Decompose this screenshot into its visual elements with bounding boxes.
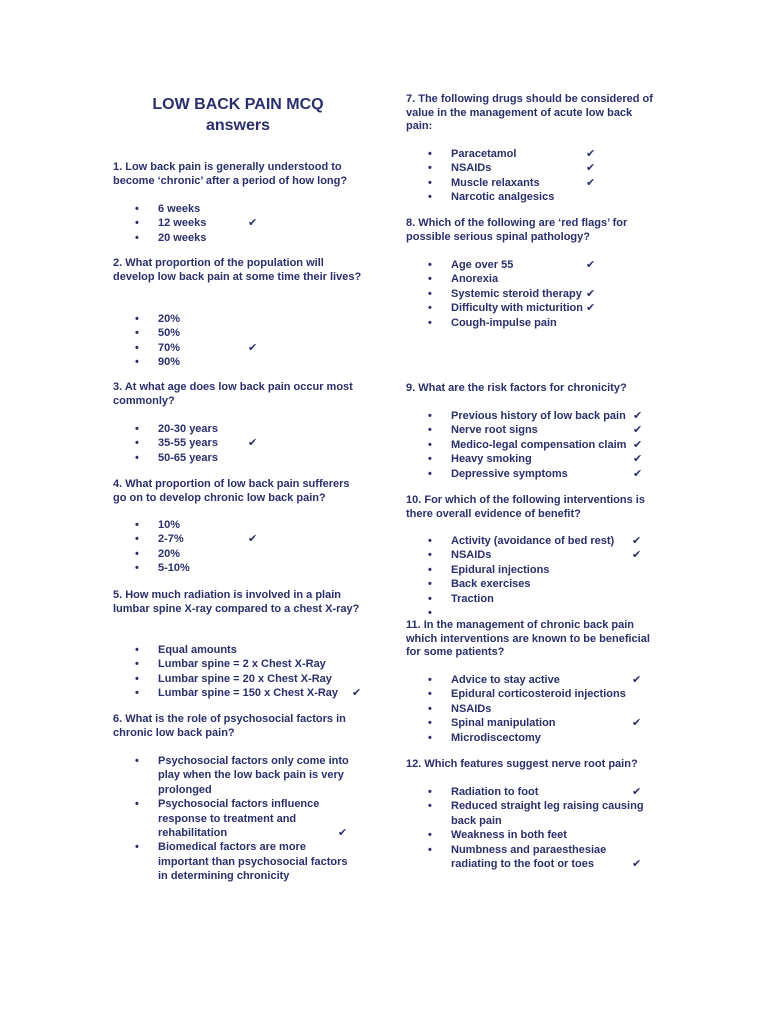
checkmark-icon	[632, 673, 641, 687]
options-list	[406, 534, 668, 620]
option-item	[113, 797, 373, 840]
question-left-1: 1. Low back pain is generally understood to become ‘chronic’ after a period of how long?	[113, 161, 348, 187]
checkmark-icon	[586, 301, 595, 315]
question-left-6: 6. What is the role of psychosocial factors in chronic low back pain?	[113, 713, 346, 739]
option-item	[113, 312, 373, 326]
option-item	[406, 423, 668, 437]
option-item	[406, 452, 668, 466]
option-item	[113, 216, 373, 230]
checkmark-icon	[632, 716, 641, 730]
checkmark-icon	[248, 532, 257, 546]
option-item	[406, 731, 668, 745]
checkmark-icon	[586, 287, 595, 301]
page-title	[113, 94, 363, 136]
option-item	[406, 190, 668, 204]
option-label: Difficulty with micturition	[451, 302, 583, 315]
option-item	[406, 301, 668, 315]
option-item	[406, 161, 668, 175]
option-label: Age over 55	[451, 259, 514, 271]
option-item	[406, 409, 668, 423]
question-right-6: 12. Which features suggest nerve root pain?	[406, 758, 638, 770]
option-label: NSAIDs	[451, 162, 492, 175]
option-item	[406, 843, 668, 872]
option-item	[113, 518, 373, 532]
option-label: Lumbar spine = 2 x Chest X-Ray	[158, 658, 326, 671]
option-label: Back exercises	[451, 578, 531, 591]
options-list	[113, 312, 373, 370]
question-right-5: 11. In the management of chronic back pain which interventions are known to be beneficial for some patients?	[406, 619, 650, 658]
option-item	[113, 451, 373, 465]
option-item	[406, 799, 668, 828]
checkmark-icon	[248, 216, 257, 230]
option-item	[113, 547, 373, 561]
option-label: Activity (avoidance of bed rest)	[451, 535, 615, 547]
title-line-2: answers	[205, 117, 271, 134]
option-label: 20%	[158, 313, 181, 325]
option-label: 20-30 years	[158, 423, 218, 435]
option-label: Reduced straight leg raising causing back pain	[451, 800, 644, 827]
option-item	[113, 341, 373, 355]
option-label: Lumbar spine = 20 x Chest X-Ray	[158, 672, 332, 685]
option-item	[113, 657, 373, 671]
checkmark-icon	[248, 436, 257, 450]
option-item	[113, 436, 373, 450]
checkmark-icon	[633, 438, 642, 452]
question-left-2: 2. What proportion of the population will develop low back pain at some time their lives?	[113, 257, 362, 283]
question-left-5: 5. How much radiation is involved in a plain lumbar spine X-ray compared to a chest X-ray?	[113, 589, 360, 615]
option-label: Anorexia	[451, 273, 499, 286]
option-label: Nerve root signs	[451, 424, 538, 437]
option-item	[406, 467, 668, 481]
checkmark-icon	[633, 409, 642, 423]
option-label: Psychosocial factors influence response to treatment and rehabilitation	[158, 798, 320, 840]
option-label: 35-55 years	[158, 437, 218, 450]
option-item	[113, 326, 373, 340]
option-label: Epidural corticosteroid injections	[451, 688, 626, 701]
question-left-4: 4. What proportion of low back pain sufferers go on to develop chronic low back pain?	[113, 478, 350, 504]
option-label: 20%	[158, 547, 181, 560]
option-label: Lumbar spine = 150 x Chest X-Ray	[158, 687, 339, 700]
option-label: 20 weeks	[158, 231, 207, 244]
option-label: 50%	[158, 327, 181, 340]
checkmark-icon	[633, 423, 642, 437]
option-label: Numbness and paraesthesiae radiating to the foot or toes	[451, 843, 607, 871]
option-label: Radiation to foot	[451, 786, 539, 798]
checkmark-icon	[632, 785, 641, 799]
option-label: 6 weeks	[158, 203, 201, 215]
options-list	[406, 409, 668, 481]
option-label: 70%	[158, 341, 181, 354]
option-item	[406, 258, 668, 272]
option-item	[406, 316, 668, 330]
option-label: Equal amounts	[158, 644, 237, 656]
option-item	[406, 438, 668, 452]
question-right-2: 8. Which of the following are ‘red flags’ for possible serious spinal pathology?	[406, 217, 628, 243]
option-label: Cough-impulse pain	[451, 316, 557, 329]
options-list	[113, 518, 373, 576]
option-item	[113, 686, 373, 700]
question-right-3: 9. What are the risk factors for chronicity?	[406, 382, 627, 394]
option-label: 50-65 years	[158, 451, 218, 464]
option-label: Traction	[451, 592, 494, 605]
option-item	[113, 355, 373, 369]
option-label: Paracetamol	[451, 148, 517, 160]
checkmark-icon	[632, 548, 641, 562]
option-label: 90%	[158, 356, 181, 369]
checkmark-icon	[633, 452, 642, 466]
checkmark-icon	[338, 826, 347, 840]
option-label: NSAIDs	[451, 702, 492, 715]
option-item	[113, 532, 373, 546]
option-label: Medico-legal compensation claim	[451, 438, 627, 451]
option-label: 2-7%	[158, 533, 184, 546]
checkmark-icon	[586, 147, 595, 161]
options-list	[113, 643, 373, 701]
option-item	[406, 687, 668, 701]
option-label: Spinal manipulation	[451, 717, 556, 730]
option-label: Narcotic analgesics	[451, 191, 555, 204]
option-item	[406, 147, 668, 161]
option-item	[406, 592, 668, 606]
option-label: Biomedical factors are more important than psychosocial factors in determining chronicity	[158, 841, 348, 883]
checkmark-icon	[632, 534, 641, 548]
option-item	[406, 828, 668, 842]
option-label: Advice to stay active	[451, 674, 560, 686]
option-label: Systemic steroid therapy	[451, 287, 582, 300]
option-label: Microdiscectomy	[451, 731, 541, 744]
checkmark-icon	[632, 857, 641, 871]
question-left-3: 3. At what age does low back pain occur most commonly?	[113, 381, 353, 407]
option-item	[113, 231, 373, 245]
option-label: Weakness in both feet	[451, 829, 567, 842]
option-item	[113, 840, 373, 883]
question-right-4: 10. For which of the following interventions is there overall evidence of benefit?	[406, 494, 645, 520]
option-label: 5-10%	[158, 562, 190, 575]
option-label: Epidural injections	[451, 563, 550, 576]
option-label: Psychosocial factors only come into play when the low back pain is very prolonged	[158, 755, 349, 796]
option-item	[113, 643, 373, 657]
options-list	[406, 258, 668, 330]
option-item	[113, 422, 373, 436]
option-item	[406, 272, 668, 286]
option-item	[406, 785, 668, 799]
option-label: Muscle relaxants	[451, 176, 540, 189]
option-label: Heavy smoking	[451, 453, 532, 466]
option-item	[406, 673, 668, 687]
option-item	[406, 548, 668, 562]
option-item	[406, 702, 668, 716]
option-item	[113, 672, 373, 686]
options-list	[113, 202, 373, 245]
option-label: Previous history of low back pain	[451, 410, 626, 422]
option-item	[113, 202, 373, 216]
options-list	[113, 754, 373, 884]
checkmark-icon	[352, 686, 361, 700]
checkmark-icon	[633, 467, 642, 481]
option-label: 10%	[158, 519, 181, 531]
checkmark-icon	[248, 341, 257, 355]
options-list	[113, 422, 373, 465]
options-list	[406, 785, 668, 871]
checkmark-icon	[586, 176, 595, 190]
option-item	[113, 754, 373, 797]
option-label: 12 weeks	[158, 217, 207, 230]
options-list	[406, 147, 668, 205]
option-item	[406, 577, 668, 591]
option-item	[406, 563, 668, 577]
checkmark-icon	[586, 258, 595, 272]
option-label: Depressive symptoms	[451, 467, 568, 480]
title-line-1: LOW BACK PAIN MCQ	[152, 96, 324, 113]
option-label: NSAIDs	[451, 549, 492, 562]
option-item	[406, 287, 668, 301]
checkmark-icon	[586, 161, 595, 175]
option-item	[113, 561, 373, 575]
question-right-1: 7. The following drugs should be considered of value in the management of acute low back pain:	[406, 93, 653, 132]
option-item	[406, 176, 668, 190]
option-item	[406, 716, 668, 730]
option-item	[406, 534, 668, 548]
options-list	[406, 673, 668, 745]
